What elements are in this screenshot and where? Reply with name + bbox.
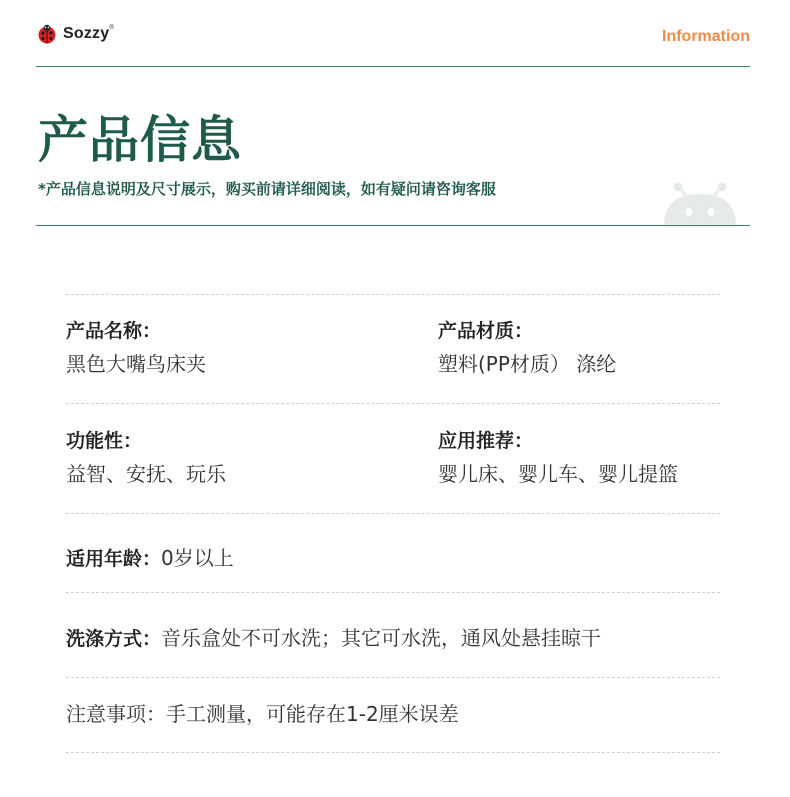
page-title: 产品信息 (38, 111, 242, 169)
row-divider (66, 592, 720, 593)
bug-mascot-icon (660, 182, 740, 226)
spec-age (66, 544, 234, 573)
brand-logo (36, 24, 114, 44)
spec-washing (66, 624, 601, 653)
row-divider (66, 677, 720, 678)
page-header (36, 24, 750, 68)
spec-label: 洗涤方式： (66, 628, 162, 650)
row-divider (66, 752, 720, 753)
spec-value: 塑料(PP材质） 涤纶 (438, 352, 617, 376)
spec-value: 益智、安抚、玩乐 (66, 462, 226, 486)
title-divider (36, 225, 750, 226)
spec-label: 产品名称： (66, 320, 162, 342)
spec-usage (438, 428, 678, 488)
page-subtitle: *产品信息说明及尺寸展示，购买前请详细阅读，如有疑问请咨询客服 (38, 180, 496, 198)
row-divider (66, 294, 720, 295)
spec-note (66, 700, 459, 728)
spec-label: 适用年龄： (66, 548, 162, 570)
ladybug-icon (36, 24, 58, 44)
spec-label: 产品材质： (438, 320, 534, 342)
spec-function (66, 428, 226, 488)
header-divider (36, 66, 750, 67)
row-divider (66, 403, 720, 404)
row-divider (66, 513, 720, 514)
spec-label: 注意事项： (66, 702, 166, 726)
spec-value: 音乐盒处不可水洗；其它可水洗，通风处悬挂晾干 (161, 626, 602, 650)
spec-value: 手工测量，可能存在1-2厘米误差 (166, 702, 459, 726)
spec-material (438, 318, 616, 378)
spec-label: 应用推荐： (438, 430, 534, 452)
section-label: Information (662, 28, 750, 45)
spec-product-name (66, 318, 206, 378)
brand-name: Sozzy® (63, 25, 114, 42)
spec-value: 0岁以上 (161, 546, 234, 570)
spec-label: 功能性： (66, 430, 143, 452)
spec-value: 黑色大嘴鸟床夹 (66, 352, 206, 376)
spec-value: 婴儿床、婴儿车、婴儿提篮 (438, 462, 678, 486)
